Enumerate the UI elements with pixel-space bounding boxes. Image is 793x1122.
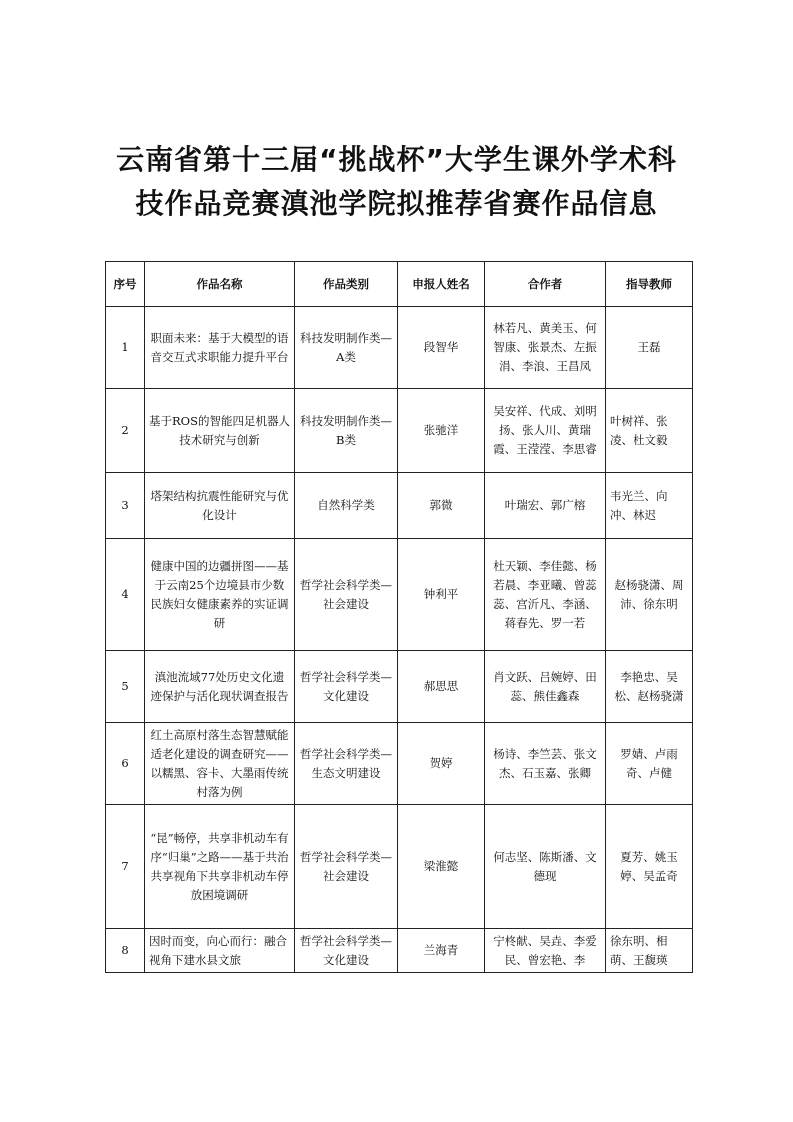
cell-category: 哲学社会科学类—文化建设 [295, 651, 398, 723]
header-category: 作品类别 [295, 262, 398, 307]
cell-no: 1 [106, 307, 145, 389]
title-line-2: 技作品竞赛滇池学院拟推荐省赛作品信息 [135, 187, 658, 220]
cell-category: 哲学社会科学类—生态文明建设 [295, 723, 398, 805]
cell-partners: 肖文跃、吕婉婷、田蕊、熊佳鑫森 [485, 651, 606, 723]
cell-category: 哲学社会科学类—社会建设 [295, 805, 398, 929]
cell-no: 8 [106, 929, 145, 973]
header-name: 作品名称 [145, 262, 295, 307]
cell-no: 2 [106, 389, 145, 473]
document-title [0, 138, 793, 226]
cell-partners: 杨诗、李竺芸、张文杰、石玉嘉、张卿 [485, 723, 606, 805]
cell-applicant: 郭微 [398, 473, 485, 539]
title-line-1: 云南省第十三届“挑战杯”大学生课外学术科 [116, 143, 677, 176]
cell-name: 红土高原村落生态智慧赋能适老化建设的调查研究——以糯黑、容卡、大墨雨传统村落为例 [145, 723, 295, 805]
cell-applicant: 梁淮懿 [398, 805, 485, 929]
cell-advisor: 王磊 [606, 307, 693, 389]
table-row [106, 307, 693, 389]
table-row [106, 389, 693, 473]
cell-category: 哲学社会科学类—文化建设 [295, 929, 398, 973]
cell-advisor: 罗婧、卢雨奇、卢健 [606, 723, 693, 805]
table-header-row [106, 262, 693, 307]
cell-no: 5 [106, 651, 145, 723]
cell-applicant: 钟利平 [398, 539, 485, 651]
cell-applicant: 郝思思 [398, 651, 485, 723]
cell-partners: 宁柊献、吴垚、李爱民、曾宏艳、李 [485, 929, 606, 973]
cell-partners: 林若凡、黄美玉、何智康、张景杰、左振涓、李浪、王昌凤 [485, 307, 606, 389]
cell-advisor: 夏芳、姚玉婷、吴孟奇 [606, 805, 693, 929]
cell-name: 因时而变，向心而行：融合视角下建水县文旅 [145, 929, 295, 973]
table-row [106, 539, 693, 651]
cell-no: 6 [106, 723, 145, 805]
cell-name: 塔架结构抗震性能研究与优化设计 [145, 473, 295, 539]
cell-advisor: 叶树祥、张凌、杜文毅 [606, 389, 693, 473]
cell-partners: 叶瑞宏、郭广榕 [485, 473, 606, 539]
cell-no: 3 [106, 473, 145, 539]
table-row [106, 805, 693, 929]
cell-applicant: 段智华 [398, 307, 485, 389]
table-row [106, 723, 693, 805]
cell-advisor: 徐东明、相萌、王馥瑛 [606, 929, 693, 973]
table-row [106, 651, 693, 723]
cell-partners: 杜天颖、李佳懿、杨若晨、李亚曦、曾蕊蕊、宫沂凡、李涵、蒋春先、罗一若 [485, 539, 606, 651]
cell-category: 自然科学类 [295, 473, 398, 539]
cell-category: 科技发明制作类—B类 [295, 389, 398, 473]
header-partners: 合作者 [485, 262, 606, 307]
cell-name: 职面未来：基于大模型的语音交互式求职能力提升平台 [145, 307, 295, 389]
cell-name: 滇池流域77处历史文化遗迹保护与活化现状调查报告 [145, 651, 295, 723]
cell-partners: 吴安祥、代成、刘明扬、张人川、黄瑞霞、王滢滢、李思睿 [485, 389, 606, 473]
cell-name: “昆”畅停，共享非机动车有序“归巢”之路——基于共治共享视角下共享非机动车停放困境调研 [145, 805, 295, 929]
cell-name: 基于ROS的智能四足机器人技术研究与创新 [145, 389, 295, 473]
cell-applicant: 兰海青 [398, 929, 485, 973]
cell-category: 哲学社会科学类—社会建设 [295, 539, 398, 651]
cell-applicant: 张驰洋 [398, 389, 485, 473]
table-row [106, 929, 693, 973]
cell-advisor: 赵杨骁潇、周沛、徐东明 [606, 539, 693, 651]
header-advisor: 指导教师 [606, 262, 693, 307]
cell-category: 科技发明制作类—A类 [295, 307, 398, 389]
cell-no: 7 [106, 805, 145, 929]
cell-partners: 何志坚、陈斯潘、文德现 [485, 805, 606, 929]
header-applicant: 申报人姓名 [398, 262, 485, 307]
cell-advisor: 韦光兰、向冲、林迟 [606, 473, 693, 539]
cell-applicant: 贺婷 [398, 723, 485, 805]
cell-no: 4 [106, 539, 145, 651]
table-row [106, 473, 693, 539]
works-table [105, 261, 693, 973]
cell-name: 健康中国的边疆拼图——基于云南25个边境县市少数民族妇女健康素养的实证调研 [145, 539, 295, 651]
header-no: 序号 [106, 262, 145, 307]
cell-advisor: 李艳忠、吴松、赵杨骁潇 [606, 651, 693, 723]
